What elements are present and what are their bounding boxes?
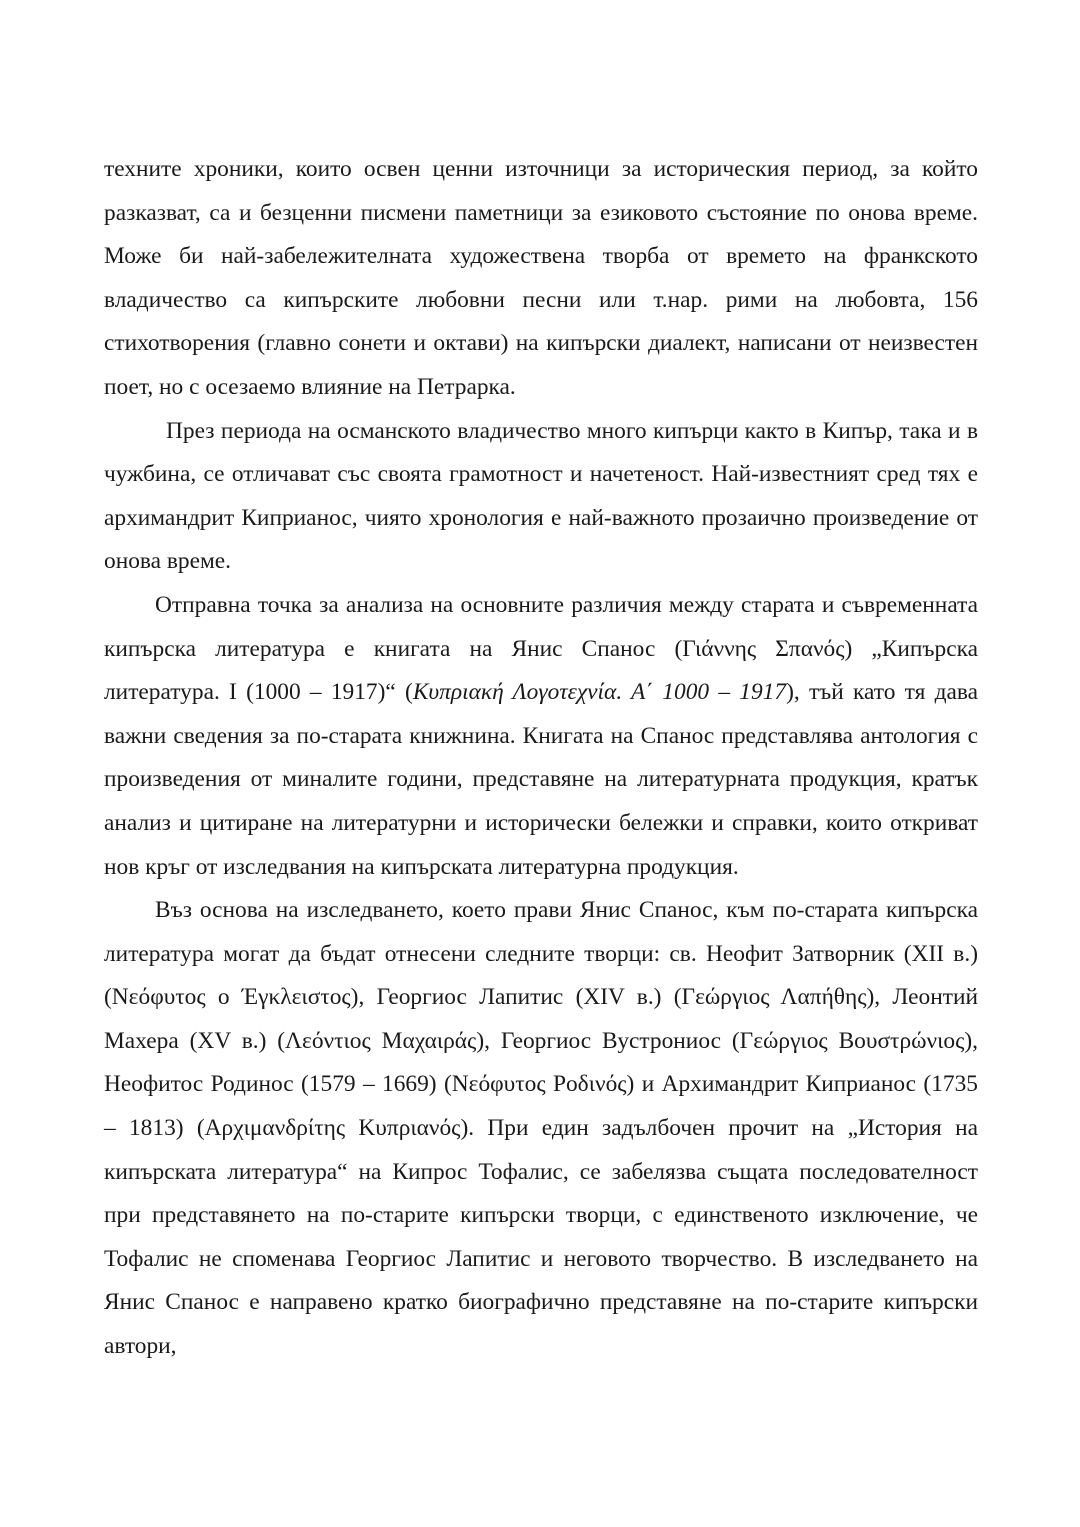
spanos-book-title-greek: Κυπριακή Λογοτεχνία. Α΄ 1000 – 1917 xyxy=(412,679,787,706)
body-text xyxy=(104,148,978,1369)
paragraph-spanos-book xyxy=(104,584,978,889)
spanos-text-after: ), тъй като тя дава важни сведения за по-старата книжнина. Книгата на Спанос представлява антология с произведения от миналите години, представяне на литературната продукция, кратък анализ и цитиране на литературни и исторически бележки и справки, които откриват нов кръг от изследвания на кипърската литературна продукция. xyxy=(104,679,978,880)
paragraph-ottoman-period: През периода на османското владичество много кипърци както в Кипър, така и в чужбина, се отличават със своята грамотност и начетеност. Най-известният сред тях е архимандрит Киприанос, чиято хронология е най-важното прозаично произведение от онова време. xyxy=(104,417,978,575)
spanos-text-before: Отправна точка за анализа на основните различия между старата и съвременната кипърска литература е книгата на Янис Спанос (Γιάννης Σπανός) „Кипърска литература. I (1000 – 1917)“ ( xyxy=(104,591,978,706)
paragraph-chronicles: техните хроники, които освен ценни източници за историческия период, за който разказват, са и безценни писмени паметници за езиковото състояние по онова време. Може би най-забележителната художествена творба от времето на франкското владичество са кипърските любовни песни или т.нар. рими на любовта, 156 стихотворения (главно сонети и октави) на кипърски диалект, написани от неизвестен поет, но с осезаемо влияние на Петрарка. xyxy=(104,156,978,400)
paragraph-older-authors: Въз основа на изследването, което прави Янис Спанос, към по-старата кипърска литература могат да бъдат отнесени следните творци: св. Неофит Затворник (XII в.) (Νεόφυτος ο Έγκλειστος), Георгиос Лапитис (XIV в.) (Γεώργιος Λαπήθης), Леонтий Махера (XV в.) (Λεόντιος Μαχαιράς), Георгиос Вустрониос (Γεώργιος Βουστρώνιος), Неофитос Родинос (1579 – 1669) (Νεόφυτος Ροδινός) и Архимандрит Киприанос (1735 – 1813) (Αρχιμανδρίτης Κυπριανός). При един задълбочен прочит на „История на кипърската литература“ на Кипрос Тофалис, се забелязва същата последователност при представянето на по-старите кипърски творци, с единственото изключение, че Тофалис не споменава Георгиос Лапитис и неговото творчество. В изследването на Янис Спанос е направено кратко биографично представяне на по-старите кипърски автори, xyxy=(104,897,978,1360)
